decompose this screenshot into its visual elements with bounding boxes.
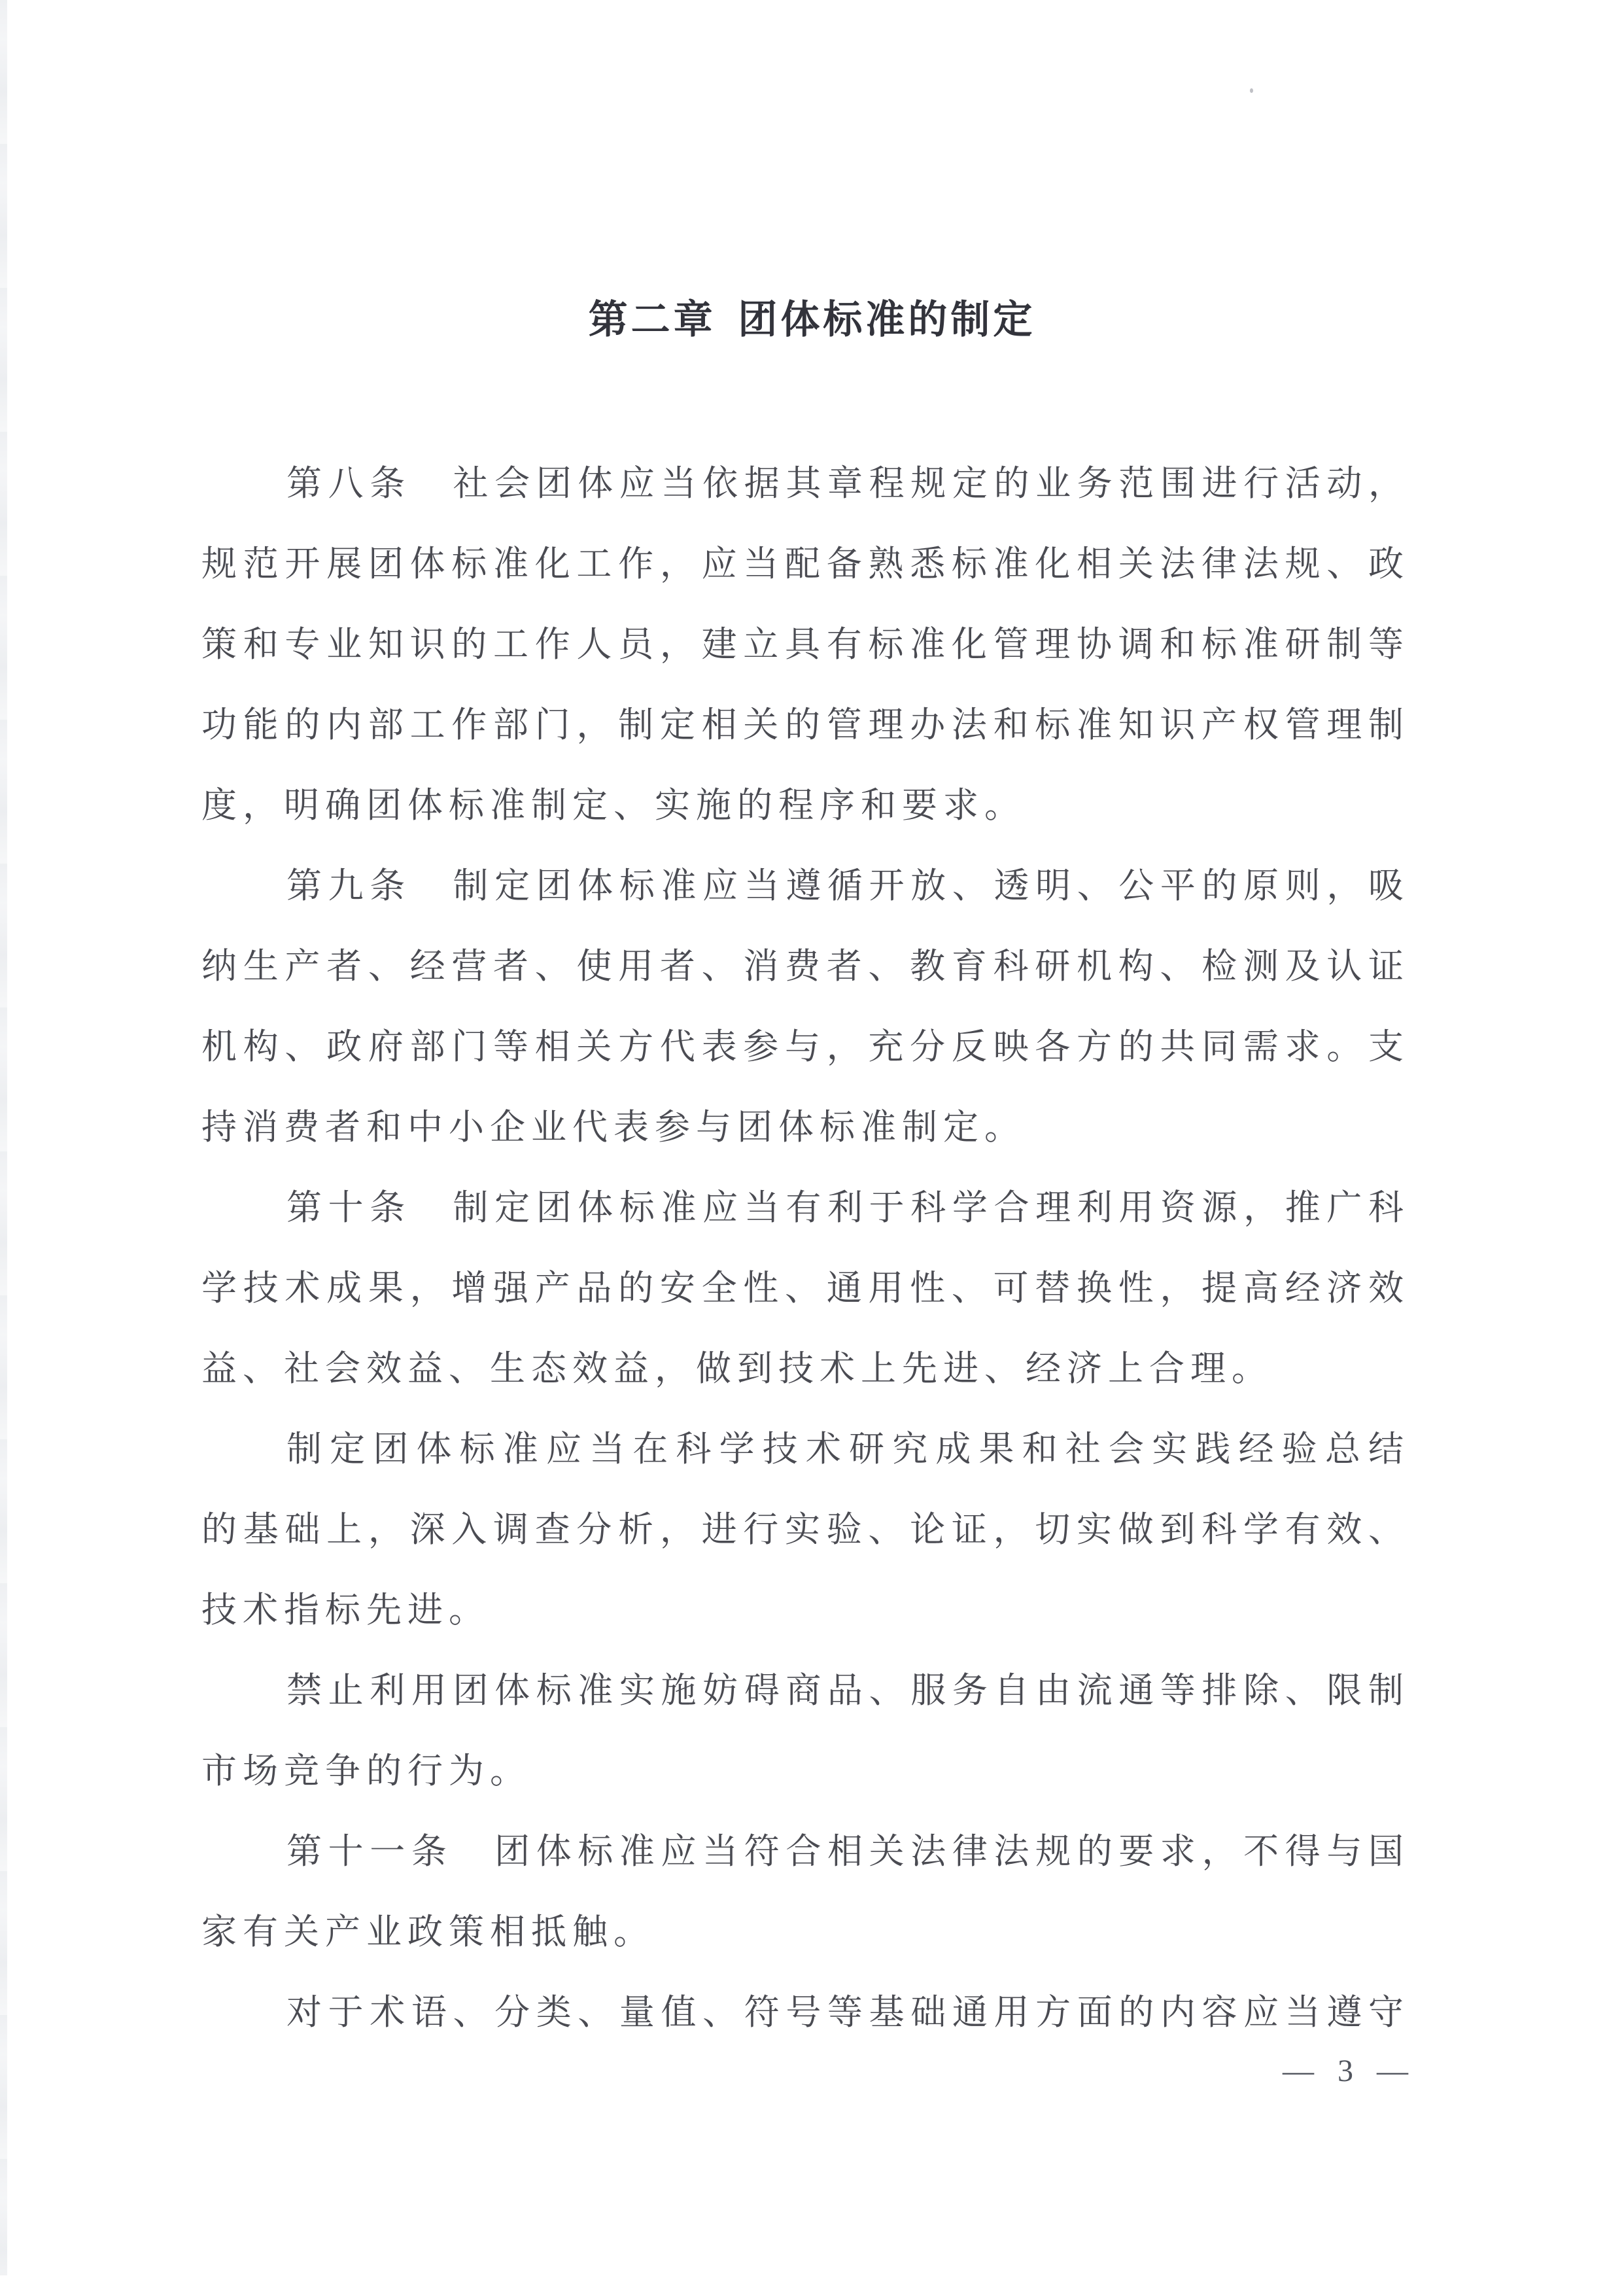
body-line: 机构、政府部门等相关方代表参与，充分反映各方的共同需求。支 bbox=[201, 1027, 1409, 1066]
body-line: 策和专业知识的工作人员，建立具有标准化管理协调和标准研制等 bbox=[201, 625, 1409, 664]
body-line: 对于术语、分类、量值、符号等基础通用方面的内容应当遵守 bbox=[286, 1993, 1409, 2032]
body-line: 学技术成果，增强产品的安全性、通用性、可替换性，提高经济效 bbox=[201, 1269, 1409, 1308]
paragraph bbox=[201, 1972, 1409, 2053]
chapter-title: 第二章 团体标准的制定 bbox=[588, 298, 1036, 342]
body-line: 度，明确团体标准制定、实施的程序和要求。 bbox=[201, 786, 1026, 825]
body-line: 第十条 制定团体标准应当有利于科学合理利用资源，推广科 bbox=[286, 1188, 1409, 1227]
body-line: 制定团体标准应当在科学技术研究成果和社会实践经验总结 bbox=[286, 1429, 1409, 1469]
paragraph bbox=[201, 1409, 1409, 1651]
body-line: 第九条 制定团体标准应当遵循开放、透明、公平的原则，吸 bbox=[286, 866, 1409, 905]
body-line: 市场竞争的行为。 bbox=[201, 1751, 531, 1791]
body-line: 禁止利用团体标准实施妨碍商品、服务自由流通等排除、限制 bbox=[286, 1671, 1409, 1710]
body-line: 纳生产者、经营者、使用者、消费者、教育科研机构、检测及认证 bbox=[201, 947, 1409, 986]
scan-speck bbox=[1250, 88, 1253, 93]
body-line: 益、社会效益、生态效益，做到技术上先进、经济上合理。 bbox=[201, 1349, 1273, 1388]
body-line: 持消费者和中小企业代表参与团体标准制定。 bbox=[201, 1108, 1026, 1147]
paragraph bbox=[201, 1651, 1409, 1812]
body-line: 的基础上，深入调查分析，进行实验、论证，切实做到科学有效、 bbox=[201, 1510, 1409, 1549]
paragraph bbox=[201, 846, 1409, 1168]
body-line: 技术指标先进。 bbox=[201, 1590, 490, 1630]
body-line: 第八条 社会团体应当依据其章程规定的业务范围进行活动， bbox=[286, 464, 1409, 503]
body-line: 第十一条 团体标准应当符合相关法律法规的要求，不得与国 bbox=[286, 1832, 1409, 1871]
body-line: 规范开展团体标准化工作，应当配备熟悉标准化相关法律法规、政 bbox=[201, 544, 1409, 584]
document-body bbox=[201, 444, 1409, 2053]
paragraph bbox=[201, 1168, 1409, 1409]
paragraph bbox=[201, 444, 1409, 846]
body-line: 家有关产业政策相抵触。 bbox=[201, 1912, 655, 1952]
body-line: 功能的内部工作部门，制定相关的管理办法和标准知识产权管理制 bbox=[201, 705, 1409, 745]
paragraph bbox=[201, 1812, 1409, 1972]
page-number: — 3 — bbox=[1283, 2054, 1416, 2088]
